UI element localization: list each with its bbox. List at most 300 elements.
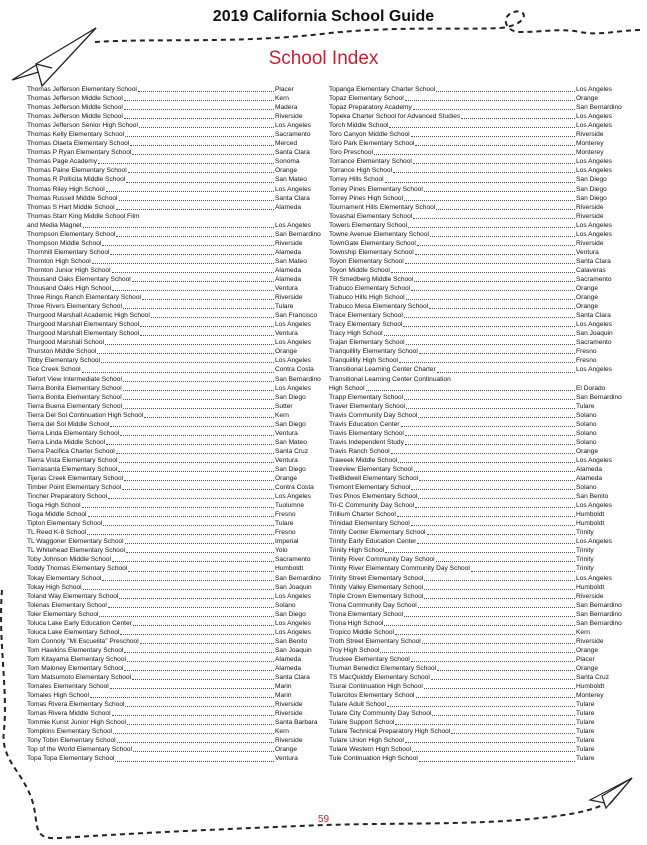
county-name: Riverside	[576, 239, 604, 247]
index-entry	[329, 519, 622, 528]
county-name: Solano	[576, 438, 597, 446]
index-entry	[27, 610, 321, 619]
county-name: Fresno	[576, 348, 597, 356]
index-entry	[329, 329, 622, 338]
leader-dots	[431, 678, 575, 680]
index-entry	[27, 85, 321, 94]
school-name: Tierra del Sol Middle School	[27, 420, 110, 428]
county-name: Los Angeles	[576, 321, 612, 329]
school-name: Trona Community Day School	[329, 601, 417, 609]
county-name: Sutter	[275, 402, 293, 410]
leader-dots	[405, 434, 575, 436]
index-entry	[329, 230, 622, 239]
school-name: Torrance Elementary School	[329, 158, 412, 166]
index-entry	[329, 691, 622, 700]
county-name: Placer	[576, 655, 595, 663]
school-name: Tsurai Continuation High School	[329, 683, 423, 691]
index-entry	[329, 555, 622, 564]
leader-dots	[97, 352, 274, 354]
leader-dots	[82, 506, 274, 508]
school-name: Treeview Elementary School	[329, 465, 413, 473]
county-name: Alameda	[576, 475, 603, 483]
leader-dots	[417, 542, 575, 544]
county-name: Alameda	[275, 665, 302, 672]
school-name: Tipton Elementary School	[27, 520, 103, 528]
school-name: Thomas S Hart Middle School	[27, 203, 115, 211]
leader-dots	[405, 262, 575, 264]
index-entry	[329, 628, 622, 637]
county-name: Los Angeles	[576, 122, 612, 130]
county-name: Marin	[275, 683, 292, 691]
school-name: Tom Matsumoto Elementary School	[27, 674, 132, 682]
leader-dots	[437, 371, 575, 373]
county-name: Orange	[576, 303, 598, 311]
leader-dots	[123, 380, 274, 382]
index-entry	[27, 754, 321, 763]
county-name: Orange	[576, 646, 598, 654]
school-name: Trillium Charter School	[329, 511, 396, 519]
leader-dots	[471, 570, 575, 572]
index-entry	[329, 311, 622, 320]
index-entry	[27, 384, 321, 393]
county-name: Los Angeles	[576, 456, 612, 464]
leader-dots	[124, 117, 274, 119]
leader-dots	[424, 588, 575, 590]
county-name: San Joaquin	[275, 583, 312, 591]
leader-dots	[398, 461, 575, 463]
leader-dots	[110, 687, 274, 689]
index-entry	[329, 166, 622, 175]
index-entry	[27, 447, 321, 456]
school-name: Thomas Jefferson Middle School	[27, 113, 123, 121]
leader-dots	[144, 416, 274, 418]
county-name: Santa Clara	[576, 312, 611, 320]
index-entry	[329, 94, 622, 103]
leader-dots	[119, 199, 274, 201]
county-name: Sacramento	[576, 339, 612, 347]
school-name: Tom Connoly "Mi Escuelita" Preschool	[27, 637, 139, 645]
school-name: Torrey Pines High School	[329, 194, 404, 202]
leader-dots	[411, 289, 575, 291]
index-entry	[329, 718, 622, 727]
school-name: Toyon Middle School	[329, 266, 390, 274]
county-name: San Mateo	[275, 438, 307, 446]
leader-dots	[133, 624, 274, 626]
school-name: Trinity River Elementary Community Day School	[329, 565, 470, 573]
index-entry	[27, 646, 321, 655]
school-name: Toler Elementary School	[27, 610, 99, 618]
index-entry	[27, 185, 321, 194]
index-entry	[27, 546, 321, 555]
leader-dots	[140, 334, 274, 336]
leader-dots	[83, 226, 274, 228]
county-name: Sonoma	[275, 158, 300, 166]
county-name: Trinity	[576, 547, 594, 555]
index-entry	[329, 447, 622, 456]
county-name: Los Angeles	[275, 619, 311, 627]
county-name: Los Angeles	[576, 158, 612, 166]
index-entry	[329, 619, 622, 628]
county-name: San Bernardino	[275, 375, 321, 383]
school-name: Travis Independent Study	[329, 438, 404, 446]
county-name: Los Angeles	[275, 493, 311, 501]
county-name: San Joaquin	[275, 646, 312, 654]
school-name: Trace Elementary School	[329, 312, 403, 320]
leader-dots	[113, 732, 274, 734]
school-name: Tomas Rivera Elementary School	[27, 701, 125, 709]
index-entry	[329, 375, 622, 384]
school-name: Thomas Page Academy	[27, 158, 98, 166]
index-entry	[27, 375, 321, 384]
county-name: Monterey	[576, 692, 604, 700]
leader-dots	[406, 343, 575, 345]
school-name: Tierra Vista Elementary School	[27, 456, 118, 464]
index-entry	[27, 727, 321, 736]
leader-dots	[142, 298, 274, 300]
county-name: San Bernardino	[576, 393, 622, 401]
leader-dots	[411, 135, 575, 137]
school-name: Top of the World Elementary School	[27, 746, 133, 754]
index-entry	[329, 646, 622, 655]
index-entry	[329, 157, 622, 166]
school-name: Toby Johnson Middle School	[27, 556, 111, 564]
school-name: Triple Crown Elementary School	[329, 592, 424, 600]
index-entry	[27, 492, 321, 501]
school-name: Tibby Elementary School	[27, 357, 101, 365]
index-entry	[27, 474, 321, 483]
index-entry	[27, 555, 321, 564]
leader-dots	[436, 90, 575, 92]
school-name: Tule Continuation High School	[329, 755, 418, 763]
page-title: School Index	[268, 48, 379, 69]
county-name: Solano	[275, 601, 296, 609]
leader-dots	[112, 714, 274, 716]
school-name: Tierra Bonita Elementary School	[27, 384, 122, 392]
index-entry	[329, 546, 622, 555]
index-entry	[329, 320, 622, 329]
county-name: Los Angeles	[275, 628, 311, 636]
school-name: Topaz Elementary School	[329, 95, 404, 103]
county-name: Sacramento	[576, 275, 612, 283]
county-name: Trinity	[576, 565, 594, 573]
school-name: Trinity River Community Day School	[329, 556, 435, 564]
school-name: Trona Elementary School	[329, 610, 404, 618]
county-name: Santa Barbara	[275, 719, 318, 727]
index-entry	[27, 139, 321, 148]
index-entry	[27, 293, 321, 302]
county-name: San Benito	[576, 493, 609, 501]
school-name: Thomas Riley High School	[27, 185, 105, 193]
school-name: Tulare Union High School	[329, 737, 404, 745]
index-column-right	[329, 85, 622, 764]
leader-dots	[404, 316, 575, 318]
index-entry	[329, 528, 622, 537]
leader-dots	[123, 407, 274, 409]
leader-dots	[436, 560, 575, 562]
school-name: Thomas R Pollicita Middle School	[27, 176, 126, 184]
index-entry	[27, 700, 321, 709]
leader-dots	[429, 307, 575, 309]
leader-dots	[139, 126, 274, 128]
index-entry	[329, 121, 622, 130]
school-name: Towne Avenue Elementary School	[329, 230, 429, 238]
leader-dots	[432, 714, 575, 716]
leader-dots	[112, 560, 274, 562]
leader-dots	[112, 289, 274, 291]
leader-dots	[413, 217, 575, 219]
index-entry	[329, 745, 622, 754]
county-name: Humboldt	[576, 520, 605, 528]
leader-dots	[105, 343, 274, 345]
leader-dots	[108, 606, 274, 608]
school-name: Tulare Support School	[329, 719, 395, 727]
leader-dots	[415, 506, 575, 508]
school-name: Traver Elementary School	[329, 402, 405, 410]
leader-dots	[424, 190, 575, 192]
leader-dots	[123, 398, 274, 400]
county-name: San Francisco	[275, 312, 318, 320]
index-entry	[329, 130, 622, 139]
index-entry	[329, 112, 622, 121]
leader-dots	[391, 271, 575, 273]
index-entry	[27, 564, 321, 573]
county-name: Fresno	[576, 357, 597, 365]
index-entry	[27, 411, 321, 420]
school-name: TS MacQuiddy Elementary School	[329, 674, 430, 682]
county-name: Riverside	[576, 203, 604, 211]
county-name: Riverside	[576, 592, 604, 600]
index-entry	[329, 510, 622, 519]
county-name: Riverside	[275, 113, 303, 121]
school-name: Tokay Elementary School	[27, 574, 102, 582]
county-name: Los Angeles	[576, 113, 612, 121]
top-dashed-path	[95, 28, 500, 42]
index-entry	[329, 275, 622, 284]
county-name: Alameda	[275, 266, 302, 274]
county-name: Tulare	[576, 737, 595, 745]
school-name: Toddy Thomas Elementary School	[27, 565, 128, 573]
school-name: Tom Kitayama Elementary School	[27, 655, 126, 663]
index-entry	[27, 709, 321, 718]
county-name: Alameda	[576, 465, 603, 473]
index-entry	[27, 248, 321, 257]
school-name: and Media Magnet	[27, 221, 82, 229]
county-name: Kern	[275, 411, 289, 419]
school-name: Trona High School	[329, 619, 384, 627]
school-name: Trinity Early Education Center	[329, 538, 417, 546]
leader-dots	[427, 533, 575, 535]
index-entry	[329, 537, 622, 546]
county-name: Los Angeles	[275, 384, 311, 392]
county-name: Riverside	[275, 294, 303, 302]
school-name: Tony Tobin Elementary School	[27, 737, 116, 745]
county-name: Tulare	[576, 728, 595, 736]
index-entry	[27, 311, 321, 320]
school-name: Travis Education Center	[329, 420, 400, 428]
index-entry	[329, 420, 622, 429]
county-name: Santa Clara	[275, 194, 310, 202]
county-name: Imperial	[275, 538, 299, 546]
index-entry	[329, 239, 622, 248]
index-entry	[329, 393, 622, 402]
index-entry	[329, 356, 622, 365]
index-entry	[329, 564, 622, 573]
county-name: Ventura	[275, 456, 298, 464]
county-name: Los Angeles	[275, 321, 311, 329]
leader-dots	[406, 298, 575, 300]
leader-dots	[123, 307, 274, 309]
school-name: Topeka Charter School for Advanced Studies	[329, 113, 461, 121]
index-entry	[27, 175, 321, 184]
county-name: Tulare	[576, 746, 595, 754]
index-entry	[27, 103, 321, 112]
leader-dots	[128, 570, 274, 572]
school-name: Tulare City Community Day School	[329, 710, 432, 718]
leader-dots	[424, 687, 575, 689]
county-name: Orange	[275, 475, 297, 483]
leader-dots	[127, 660, 274, 662]
county-name: Los Angeles	[576, 86, 612, 93]
school-name: Trajan Elementary School	[329, 339, 405, 347]
school-name: Tom Maloney Elementary School	[27, 665, 124, 672]
county-name: Alameda	[275, 655, 302, 663]
school-name: Thomas Jefferson Senior High School	[27, 122, 138, 130]
county-name: Ventura	[275, 330, 298, 338]
leader-dots	[122, 488, 274, 490]
leader-dots	[125, 705, 274, 707]
school-name: Trinidad Elementary School	[329, 520, 410, 528]
index-entry	[329, 221, 622, 230]
county-name: Ventura	[576, 248, 599, 256]
school-name: Tomas Rivera Middle School	[27, 710, 111, 718]
county-name: Tulare	[576, 719, 595, 727]
school-name: Transitional Learning Center Charter	[329, 366, 436, 374]
county-name: Los Angeles	[576, 366, 612, 374]
school-name: Thomas Paine Elementary School	[27, 167, 127, 175]
county-name: San Diego	[275, 420, 306, 428]
county-name: Tuolumne	[275, 502, 305, 510]
index-entry	[329, 673, 622, 682]
county-name: Monterey	[576, 140, 604, 148]
leader-dots	[437, 669, 575, 671]
paper-plane-icon	[590, 778, 632, 808]
county-name: Orange	[576, 95, 598, 103]
county-name: Madera	[275, 104, 298, 112]
index-entry	[27, 121, 321, 130]
county-name: Ventura	[275, 285, 298, 293]
county-name: Riverside	[576, 131, 604, 139]
county-name: Solano	[576, 429, 597, 437]
school-name: TL Whitehead Elementary School	[27, 547, 125, 555]
county-name: Orange	[576, 665, 598, 672]
school-name: Traweek Middle School	[329, 456, 398, 464]
leader-dots	[141, 218, 275, 219]
leader-dots	[120, 633, 274, 635]
school-name: Truman Benedict Elementary School	[329, 665, 437, 672]
index-entry	[27, 203, 321, 212]
index-entry	[27, 302, 321, 311]
leader-dots	[414, 470, 575, 472]
school-name: Toro Preschool	[329, 149, 373, 157]
school-name: Tierrasanta Elementary School	[27, 465, 118, 473]
school-name: TL Reed K-8 School	[27, 529, 87, 537]
county-name: Tulare	[576, 402, 595, 410]
county-name: Humboldt	[576, 683, 605, 691]
index-entry	[27, 438, 321, 447]
school-name: Trinity High School	[329, 547, 385, 555]
leader-dots	[366, 389, 575, 391]
leader-dots	[416, 696, 575, 698]
index-entry	[329, 727, 622, 736]
index-entry	[27, 574, 321, 583]
county-name: San Mateo	[275, 257, 307, 265]
school-name: Tropico Middle School	[329, 628, 394, 636]
county-name: Placer	[275, 86, 294, 93]
index-entry	[27, 682, 321, 691]
leader-dots	[83, 588, 274, 590]
index-entry	[27, 429, 321, 438]
school-name: Thurgood Marshall School	[27, 339, 104, 347]
county-name: San Mateo	[275, 176, 307, 184]
leader-dots	[404, 615, 575, 617]
school-name: Three Rings Ranch Elementary School	[27, 294, 141, 302]
county-name: Orange	[576, 285, 598, 293]
index-entry	[27, 212, 321, 221]
leader-dots	[124, 651, 274, 653]
county-name: Orange	[576, 294, 598, 302]
county-name: Los Angeles	[576, 574, 612, 582]
index-entry	[329, 592, 622, 601]
school-name: Thomas Jefferson Middle School	[27, 104, 123, 112]
leader-dots	[102, 579, 274, 581]
index-entry	[27, 583, 321, 592]
school-name: Tres Pinos Elementary School	[329, 493, 418, 501]
index-entry	[27, 194, 321, 203]
county-name: San Bernardino	[576, 610, 622, 618]
leader-dots	[395, 633, 575, 635]
index-entry	[329, 293, 622, 302]
school-name: Thomas Russell Middle School	[27, 194, 118, 202]
county-name: Contra Costa	[275, 484, 314, 492]
county-name: Los Angeles	[275, 592, 311, 600]
index-entry	[27, 266, 321, 275]
leader-dots	[384, 334, 575, 336]
index-entry	[329, 365, 622, 374]
index-entry	[27, 157, 321, 166]
school-name: Travis Community Day School	[329, 411, 418, 419]
leader-dots	[119, 461, 274, 463]
school-name: Torch Middle School	[329, 122, 389, 130]
county-name: Los Angeles	[275, 357, 311, 365]
leader-dots	[88, 515, 275, 517]
leader-dots	[374, 153, 575, 155]
leader-dots	[103, 524, 274, 526]
index-entry	[329, 438, 622, 447]
school-name: Toluca Lake Early Education Center	[27, 619, 132, 627]
county-name: Tulare	[576, 755, 595, 763]
index-entry	[329, 429, 622, 438]
leader-dots	[405, 443, 575, 445]
index-entry	[329, 492, 622, 501]
county-name: Solano	[576, 411, 597, 419]
leader-dots	[118, 470, 274, 472]
school-name: Towers Elementary School	[329, 221, 408, 229]
school-name: Township Elementary School	[329, 248, 414, 256]
index-column-left	[27, 85, 321, 764]
index-entry	[27, 130, 321, 139]
index-entry	[27, 393, 321, 402]
leader-dots	[419, 479, 575, 481]
